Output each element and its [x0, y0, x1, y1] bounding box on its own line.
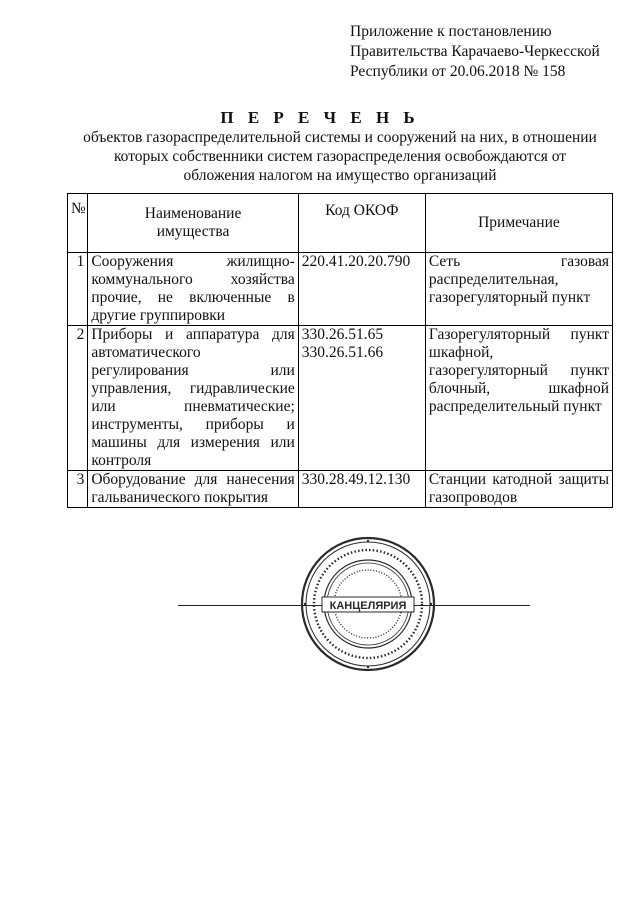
okof-code: 220.41.20.20.790 — [301, 253, 411, 270]
row-number: 2 — [68, 326, 88, 471]
header-code: Код ОКОФ — [298, 194, 425, 253]
appendix-block — [350, 22, 630, 82]
document-title: П Е Р Е Ч Е Н Ь — [220, 108, 420, 127]
document-subtitle — [70, 128, 610, 185]
row-name: Сооружения жилищно-коммунального хозяйства прочие, не включенные в другие группировки — [88, 253, 298, 326]
row-code — [298, 326, 425, 471]
row-number: 3 — [68, 471, 88, 508]
table-header-row — [68, 194, 613, 253]
table-row — [68, 253, 613, 326]
stamp-center-text: КАНЦЕЛЯРИЯ — [329, 600, 407, 612]
appendix-line: Приложение к постановлению — [350, 23, 552, 40]
okof-code: 330.26.51.65 — [301, 326, 384, 343]
subtitle-line: объектов газораспределительной системы и сооружений на них, в отношении — [83, 129, 597, 146]
row-note: Газорегуляторный пункт шкафной, газорегуляторный пункт блочный, шкафной распределительный пункт — [425, 326, 612, 471]
header-note: Примечание — [425, 194, 612, 253]
row-name: Приборы и аппаратура для автоматического регулирования или управления, гидравлические или пневматические; инструменты, приборы и машины для измерения или контроля — [88, 326, 298, 471]
subtitle-line: обложения налогом на имущество организаций — [183, 167, 497, 184]
subtitle-line: которых собственники систем газораспределения освобождаются от — [113, 148, 567, 165]
row-name: Оборудование для нанесения гальванического покрытия — [88, 471, 298, 508]
row-code — [298, 253, 425, 326]
row-note: Сеть газовая распределительная, газорегуляторный пункт — [425, 253, 612, 326]
header-number: № — [68, 194, 88, 253]
table-row — [68, 326, 613, 471]
property-list-table — [67, 193, 613, 508]
row-note: Станции катодной защиты газопроводов — [425, 471, 612, 508]
okof-code: 330.26.51.66 — [301, 344, 384, 361]
row-code — [298, 471, 425, 508]
table-row — [68, 471, 613, 508]
okof-code: 330.28.49.12.130 — [301, 471, 411, 488]
appendix-line: Республики от 20.06.2018 № 158 — [350, 63, 566, 80]
appendix-line: Правительства Карачаево-Черкесской — [350, 43, 600, 60]
row-number: 1 — [68, 253, 88, 326]
header-name: Наименование имущества — [88, 194, 298, 253]
official-seal-stamp — [298, 534, 438, 674]
